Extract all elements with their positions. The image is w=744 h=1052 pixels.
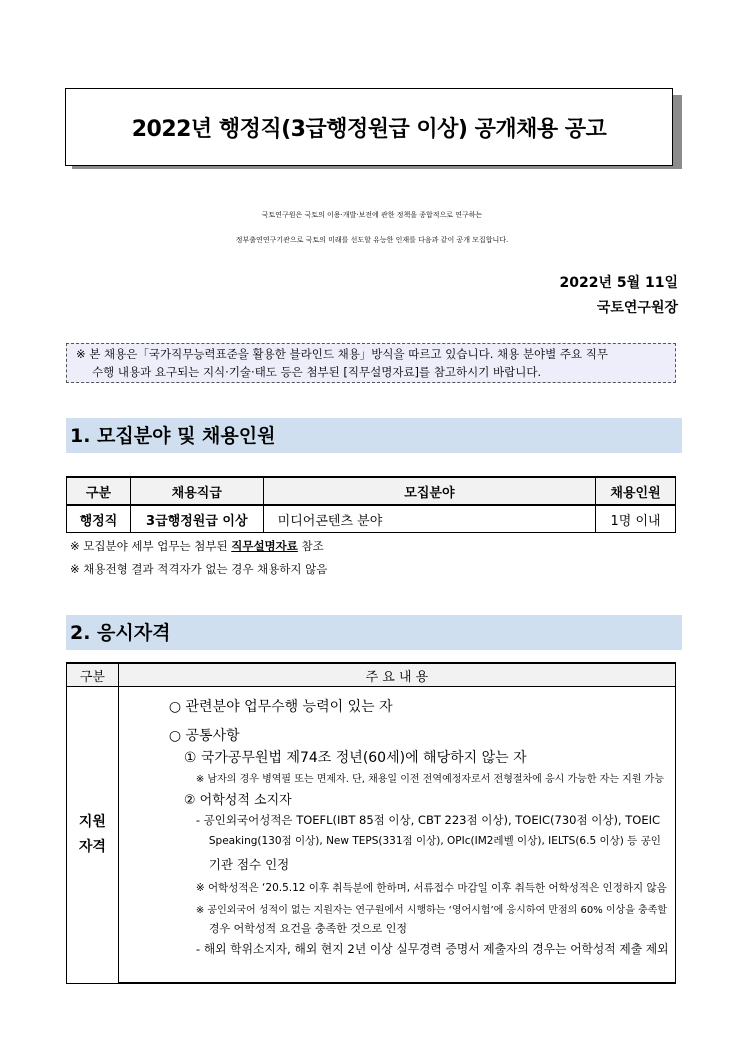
table-cell: 미디어콘텐츠 분야 <box>263 505 595 533</box>
notice-line-1: ※ 본 채용은「국가직무능력표준을 활용한 블라인드 채용」방식을 따르고 있습니다. 채용 분야별 주요 직무 <box>76 347 608 361</box>
column-header: 구분 <box>67 477 131 505</box>
job-description-reference: 직무설명자료 <box>231 539 298 553</box>
recruitment-table <box>66 476 676 533</box>
note-text: ※ 모집분야 세부 업무는 첨부된 <box>70 539 232 553</box>
table-cell: 3급행정원급 이상 <box>130 505 263 533</box>
row-label-line-2: 자격 <box>78 838 106 855</box>
qualification-line: - 해외 학위소지자, 해외 현지 2년 이상 실무경력 증명서 제출자의 경우는 어학성적 제출 제외 <box>195 942 669 956</box>
table-row <box>67 505 676 533</box>
intro-line-1: 국토연구원은 국토의 이용·개발·보전에 관한 정책을 종합적으로 연구하는 <box>261 211 483 219</box>
qualification-line: ② 어학성적 소지자 <box>183 793 292 808</box>
blind-hiring-notice <box>66 343 676 383</box>
row-label-line-1: 지원 <box>78 813 106 830</box>
qualification-line: ① 국가공무원법 제74조 정년(60세)에 해당하지 않는 자 <box>183 750 527 766</box>
table-row <box>67 687 676 984</box>
section-1-note-2: ※ 채용전형 결과 적격자가 없는 경우 채용하지 않음 <box>70 562 328 576</box>
qualification-line: - 공인외국어성적은 TOEFL(IBT 85점 이상, CBT 223점 이상), TOEIC(730점 이상), TOEIC <box>195 813 661 827</box>
issuer-name: 국토연구원장 <box>596 300 678 316</box>
table-cell: 1명 이내 <box>596 505 676 533</box>
table-header-row <box>67 477 676 505</box>
column-header: 주 요 내 용 <box>118 663 675 687</box>
section-1-note-1 <box>70 538 324 554</box>
qualification-table <box>66 662 676 984</box>
note-text: 참조 <box>297 539 324 553</box>
qualification-line: ○ 공통사항 <box>168 728 240 744</box>
qualification-line: 기관 점수 인정 <box>208 857 290 872</box>
issue-date: 2022년 5월 11일 <box>559 275 678 291</box>
qualification-line: ※ 어학성적은 ‘20.5.12 이후 취득분에 한하며, 서류접수 마감일 이후 취득한 어학성적은 인정하지 않음 <box>195 882 667 894</box>
qualification-line: ※ 남자의 경우 병역필 또는 면제자. 단, 채용일 이전 전역예정자로서 전형절차에 응시 가능한 자는 지원 가능 <box>195 774 664 785</box>
table-cell: 행정직 <box>67 505 131 533</box>
section-1-heading: 1. 모집분야 및 채용인원 <box>66 418 682 453</box>
row-label <box>67 687 119 984</box>
qualification-line: ※ 공인외국어 성적이 없는 지원자는 연구원에서 시행하는 ‘영어시험’에 응시하여 만점의 60% 이상을 충족할 <box>195 905 668 916</box>
qualification-line: Speaking(130점 이상), New TEPS(331점 이상), OPIc(IM2레벨 이상), IELTS(6.5 이상) 등 공인 <box>208 835 661 847</box>
intro-paragraph <box>60 203 684 253</box>
qualification-line: 경우 어학성적 요건을 충족한 것으로 인정 <box>208 922 407 935</box>
table-header-row <box>67 663 676 687</box>
section-2-heading: 2. 응시자격 <box>66 615 682 650</box>
column-header: 모집분야 <box>263 477 595 505</box>
intro-line-2: 정부출연연구기관으로 국토의 미래를 선도할 유능한 인재를 다음과 같이 공개 모집합니다. <box>235 236 509 244</box>
column-header: 채용인원 <box>596 477 676 505</box>
column-header: 구분 <box>67 663 119 687</box>
column-header: 채용직급 <box>130 477 263 505</box>
page-title: 2022년 행정직(3급행정원급 이상) 공개채용 공고 <box>65 88 673 166</box>
issue-block <box>559 271 678 321</box>
qualification-line: ○ 관련분야 업무수행 능력이 있는 자 <box>168 699 393 715</box>
notice-line-2: 수행 내용과 요구되는 지식·기술·태도 등은 첨부된 [직무설명자료]를 참고하시기 바랍니다. <box>92 365 542 379</box>
qualification-content <box>118 687 675 984</box>
